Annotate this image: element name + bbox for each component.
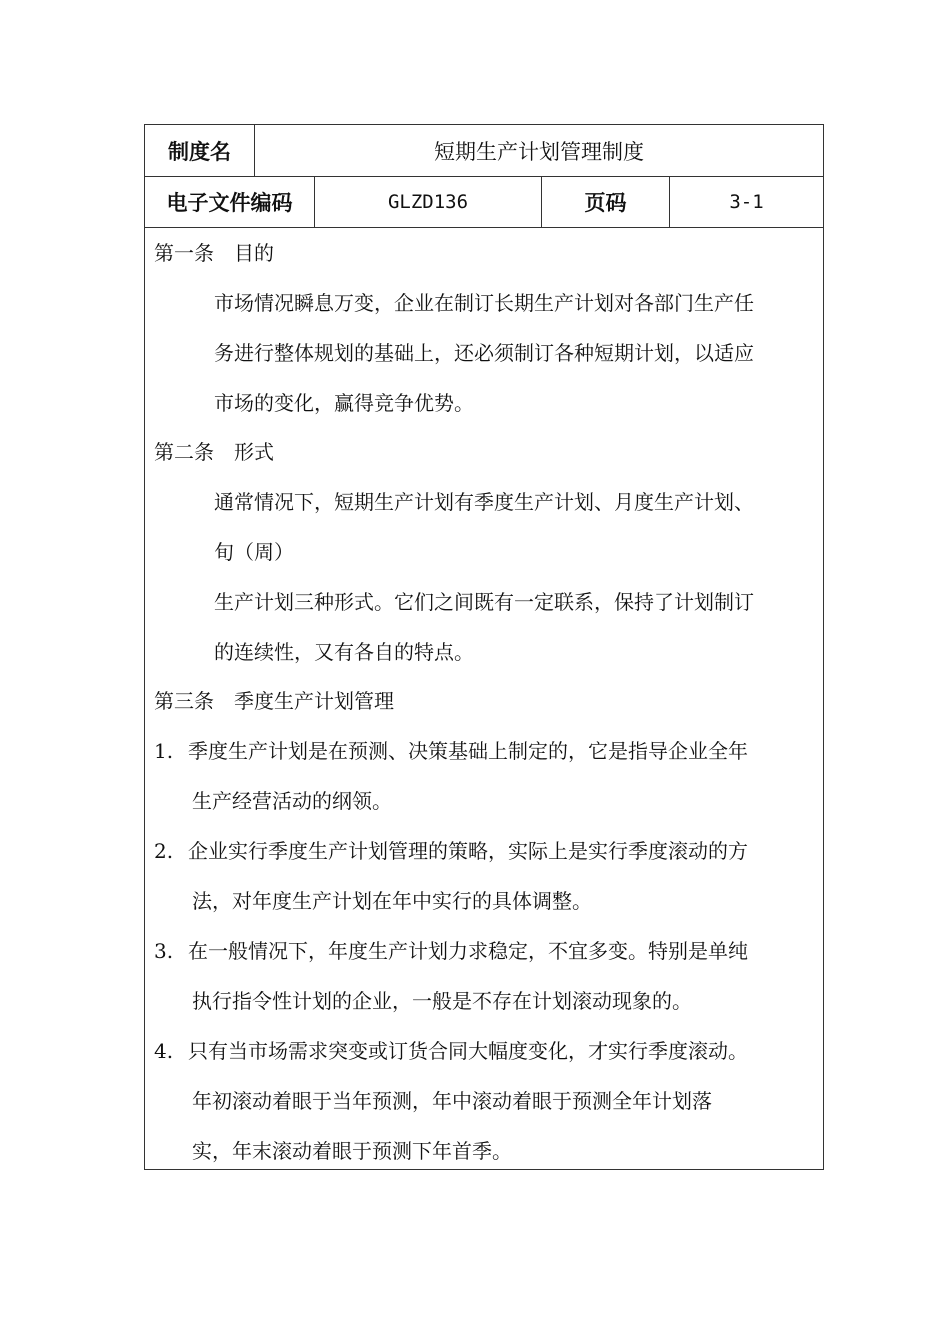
code-label: 电子文件编码 xyxy=(145,176,315,227)
code-value: GLZD136 xyxy=(315,176,542,227)
list-number: 1. xyxy=(154,739,174,763)
paragraph-line: 的连续性，又有各自的特点。 xyxy=(214,640,474,664)
paragraph-line: 通常情况下，短期生产计划有季度生产计划、月度生产计划、 xyxy=(214,490,754,514)
list-number: 2. xyxy=(154,839,174,863)
section-heading: 第二条 形式 xyxy=(154,440,274,464)
list-item-line: 企业实行季度生产计划管理的策略，实际上是实行季度滚动的方 xyxy=(188,839,748,863)
list-item-line: 生产经营活动的纲领。 xyxy=(192,789,392,813)
list-item-line: 只有当市场需求突变或订货合同大幅度变化，才实行季度滚动。 xyxy=(188,1039,748,1063)
section-heading: 第三条 季度生产计划管理 xyxy=(154,689,394,713)
header-row-code xyxy=(145,176,823,228)
document-frame xyxy=(144,124,824,1170)
paragraph-line: 市场情况瞬息万变，企业在制订长期生产计划对各部门生产任 xyxy=(214,291,754,315)
list-item-line: 实，年末滚动着眼于预测下年首季。 xyxy=(192,1139,512,1163)
document-title: 短期生产计划管理制度 xyxy=(434,139,644,164)
list-item-line: 执行指令性计划的企业，一般是不存在计划滚动现象的。 xyxy=(192,989,692,1013)
page-label: 页码 xyxy=(542,176,670,227)
name-label: 制度名 xyxy=(145,125,255,176)
document-body xyxy=(145,227,823,1169)
paragraph-line: 旬（周） xyxy=(214,540,294,564)
paragraph-line: 生产计划三种形式。它们之间既有一定联系，保持了计划制订 xyxy=(214,590,754,614)
section-heading: 第一条 目的 xyxy=(154,241,274,265)
paragraph-line: 市场的变化，赢得竞争优势。 xyxy=(214,391,474,415)
header-row-name xyxy=(145,125,823,177)
list-item-line: 在一般情况下，年度生产计划力求稳定，不宜多变。特别是单纯 xyxy=(188,939,748,963)
list-number: 4. xyxy=(154,1039,174,1063)
paragraph-line: 务进行整体规划的基础上，还必须制订各种短期计划，以适应 xyxy=(214,341,754,365)
page-value: 3-1 xyxy=(729,190,764,213)
list-number: 3. xyxy=(154,939,174,963)
list-item-line: 法，对年度生产计划在年中实行的具体调整。 xyxy=(192,889,592,913)
list-item-line: 季度生产计划是在预测、决策基础上制定的，它是指导企业全年 xyxy=(188,739,748,763)
list-item-line: 年初滚动着眼于当年预测，年中滚动着眼于预测全年计划落 xyxy=(192,1089,712,1113)
